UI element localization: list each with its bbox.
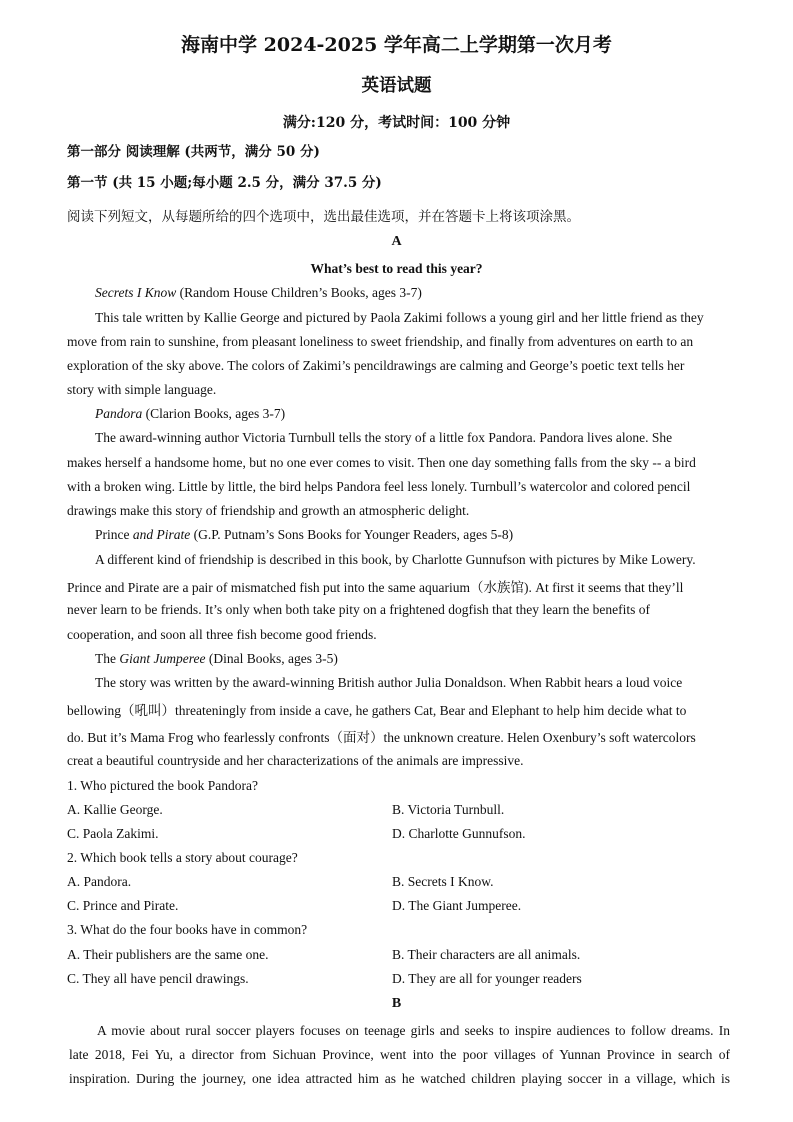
part-heading: 第一部分 阅读理解 (共两节，满分 50 分) xyxy=(67,144,320,160)
book-title: The xyxy=(95,651,120,666)
option-a[interactable]: A. Their publishers are the same one. xyxy=(67,947,269,962)
book-info: (G.P. Putnam’s Sons Books for Younger Readers, ages 5-8) xyxy=(190,527,514,542)
option-c[interactable]: C. Prince and Pirate. xyxy=(67,898,179,913)
book-title: Secrets I Know xyxy=(95,285,177,300)
book-text-line: makes herself a handsome home, but no one ever comes to visit. Then one day something falls from the sky -- a bird xyxy=(67,455,696,470)
exam-subtitle: 英语试题 xyxy=(361,76,432,96)
option-c[interactable]: C. They all have pencil drawings. xyxy=(67,971,249,986)
passage-b-label: B xyxy=(391,996,402,1011)
option-a[interactable]: A. Pandora. xyxy=(67,874,132,889)
book-title-italic: and Pirate xyxy=(132,527,191,542)
book-info: (Clarion Books, ages 3-7) xyxy=(142,406,286,421)
book-heading xyxy=(95,285,422,301)
score-info: 满分:120 分，考试时间：100 分钟 xyxy=(282,115,511,131)
option-c[interactable]: C. Paola Zakimi. xyxy=(67,826,159,841)
question-stem: 1. Who pictured the book Pandora? xyxy=(67,778,258,793)
book-text-line: cooperation, and soon all three fish become good friends. xyxy=(67,627,377,642)
section-heading: 第一节 (共 15 小题;每小题 2.5 分，满分 37.5 分) xyxy=(67,175,382,191)
option-d[interactable]: D. They are all for younger readers xyxy=(392,971,582,986)
book-heading xyxy=(95,527,513,543)
book-info: (Dinal Books, ages 3-5) xyxy=(205,651,338,666)
book-text-line: never learn to be friends. It’s only when both take pity on a frightened dogfish that they learn the benefits of xyxy=(67,602,650,617)
option-b[interactable]: B. Victoria Turnbull. xyxy=(392,802,505,817)
book-text-line: with a broken wing. Little by little, the bird helps Pandora feel less lonely. Turnbull’s watercolor and colored pencil xyxy=(67,479,691,494)
book-text-line: bellowing（吼叫）threateningly from inside a cave, he gathers Cat, Bear and Elephant to help him decide what to xyxy=(67,703,687,718)
passage-b-body xyxy=(69,1023,730,1095)
instruction: 阅读下列短文，从每题所给的四个选项中，选出最佳选项，并在答题卡上将该项涂黑。 xyxy=(67,209,580,225)
book-text-line: exploration of the sky above. The colors of Zakimi’s pencildrawings are calming and George’s poetic text tells her xyxy=(67,358,685,373)
book-text-line: drawings make this story of friendship and growth an atmospheric delight. xyxy=(67,503,470,518)
question-stem: 3. What do the four books have in common? xyxy=(67,922,308,937)
passage-b-line: A movie about rural soccer players focuses on teenage girls and seeks to inspire audiences to follow dreams. In xyxy=(97,1023,730,1038)
book-text-line: creat a beautiful countryside and her characterizations of the animals are impressive. xyxy=(67,753,524,768)
book-text-line: story with simple language. xyxy=(67,382,217,397)
passage-b-line: late 2018, Fei Yu, a director from Sichuan Province, went into the poor villages of Yunnan Province in search of xyxy=(69,1047,730,1062)
question-stem: 2. Which book tells a story about courage? xyxy=(67,850,298,865)
book-text-line: do. But it’s Mama Frog who fearlessly confronts（面对）the unknown creature. Helen Oxenbury’s soft watercolors xyxy=(67,730,696,745)
option-d[interactable]: D. Charlotte Gunnufson. xyxy=(392,826,526,841)
passage-b-line: inspiration. During the journey, one idea attracted him as he watched children playing soccer in a village, which is xyxy=(69,1071,730,1086)
book-title: Pandora xyxy=(95,406,143,421)
book-title: Prince xyxy=(95,527,133,542)
book-text-line: Prince and Pirate are a pair of mismatched fish put into the same aquarium（水族馆). At first it seems that they’ll xyxy=(67,580,684,595)
book-text-line: A different kind of friendship is described in this book, by Charlotte Gunnufson with pictures by Mike Lowery. xyxy=(95,552,696,567)
option-b[interactable]: B. Their characters are all animals. xyxy=(392,947,581,962)
exam-title: 海南中学 2024-2025 学年高二上学期第一次月考 xyxy=(181,34,612,56)
book-text-line: The award-winning author Victoria Turnbull tells the story of a little fox Pandora. Pandora lives alone. She xyxy=(95,430,673,445)
book-heading xyxy=(95,651,338,667)
book-text-line: This tale written by Kallie George and pictured by Paola Zakimi follows a young girl and her little friend as they xyxy=(95,310,704,325)
book-text-line: The story was written by the award-winning British author Julia Donaldson. When Rabbit hears a loud voice xyxy=(95,675,683,690)
option-b[interactable]: B. Secrets I Know. xyxy=(392,874,494,889)
book-info: (Random House Children’s Books, ages 3-7) xyxy=(176,285,422,300)
book-text-line: move from rain to sunshine, from pleasant loneliness to sweet friendship, and finally from adventures on earth to an xyxy=(67,334,694,349)
option-a[interactable]: A. Kallie George. xyxy=(67,802,163,817)
passage-a-title: What’s best to read this year? xyxy=(310,261,483,276)
book-title-italic: Giant Jumperee xyxy=(119,651,206,666)
passage-a-label: A xyxy=(391,234,402,249)
option-d[interactable]: D. The Giant Jumperee. xyxy=(392,898,522,913)
book-heading xyxy=(95,406,285,422)
